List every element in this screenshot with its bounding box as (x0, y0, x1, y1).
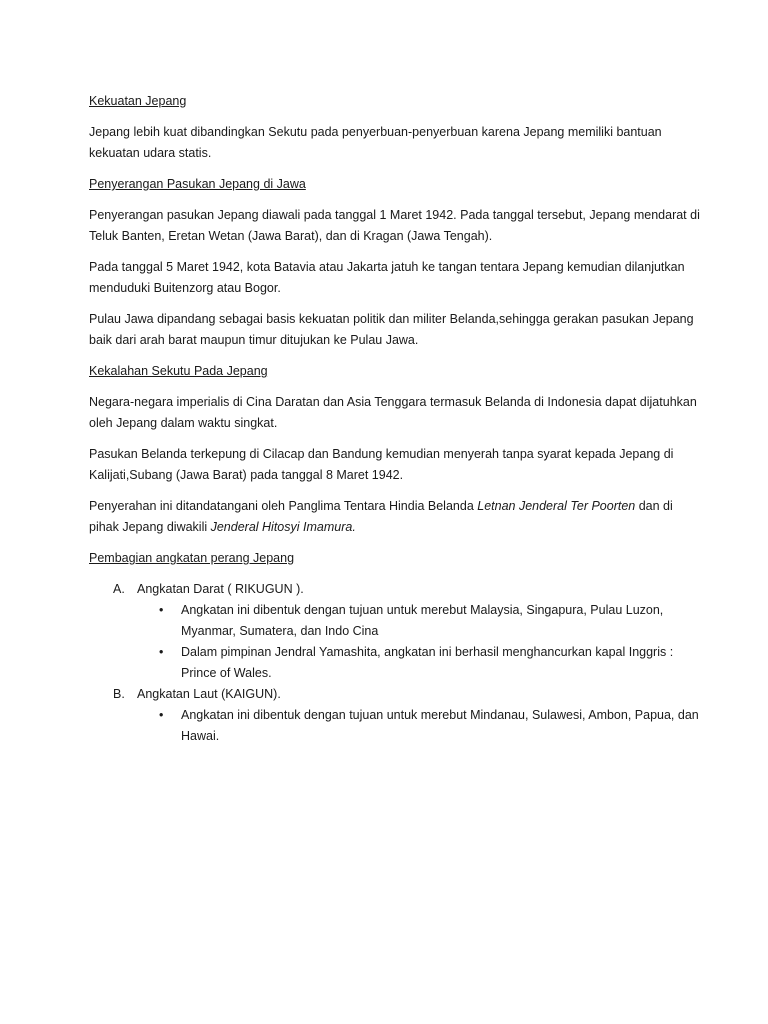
bullet-list (125, 705, 701, 747)
bullet-text: Angkatan ini dibentuk dengan tujuan untuk merebut Mindanau, Sulawesi, Ambon, Papua, dan Hawai. (181, 708, 699, 743)
bullet-item (125, 642, 701, 684)
bullet-item (125, 705, 701, 747)
document-body (89, 91, 701, 747)
heading-pembagian-angkatan: Pembagian angkatan perang Jepang (89, 551, 295, 565)
bullet-item (125, 600, 701, 642)
italic-name: Jenderal Hitosyi Imamura. (210, 520, 356, 534)
bullet-icon: • (159, 708, 164, 722)
heading-penyerangan-jawa: Penyerangan Pasukan Jepang di Jawa (89, 177, 306, 191)
text-run: Penyerahan ini ditandatangani oleh Panglima Tentara Hindia Belanda (89, 499, 478, 513)
list-item (89, 684, 701, 747)
list-marker: A. (113, 582, 125, 596)
bullet-text: Dalam pimpinan Jendral Yamashita, angkatan ini berhasil menghancurkan kapal Inggris : Prince of Wales. (181, 645, 674, 680)
heading-kekalahan-sekutu: Kekalahan Sekutu Pada Jepang (89, 364, 268, 378)
italic-name: Letnan Jenderal Ter Poorten (477, 499, 636, 513)
paragraph (89, 496, 701, 538)
list-item (89, 579, 701, 684)
bullet-text: Angkatan ini dibentuk dengan tujuan untuk merebut Malaysia, Singapura, Pulau Luzon, Myanmar, Sumatera, dan Indo Cina (181, 603, 664, 638)
bullet-icon: • (159, 645, 164, 659)
list-item-label: Angkatan Laut (KAIGUN). (137, 687, 281, 701)
paragraph: Pasukan Belanda terkepung di Cilacap dan Bandung kemudian menyerah tanpa syarat kepada Jepang di Kalijati,Subang (Jawa Barat) pada tanggal 8 Maret 1942. (89, 447, 674, 482)
paragraph: Jepang lebih kuat dibandingkan Sekutu pada penyerbuan-penyerbuan karena Jepang memiliki bantuan kekuatan udara statis. (89, 125, 662, 160)
paragraph: Pada tanggal 5 Maret 1942, kota Batavia atau Jakarta jatuh ke tangan tentara Jepang kemudian dilanjutkan menduduki Buitenzorg atau Bogor. (89, 260, 685, 295)
paragraph: Negara-negara imperialis di Cina Daratan dan Asia Tenggara termasuk Belanda di Indonesia dapat dijatuhkan oleh Jepang dalam waktu singkat. (89, 395, 697, 430)
list-marker: B. (113, 687, 125, 701)
bullet-icon: • (159, 603, 164, 617)
list-item-label: Angkatan Darat ( RIKUGUN ). (137, 582, 304, 596)
bullet-list (125, 600, 701, 684)
paragraph: Pulau Jawa dipandang sebagai basis kekuatan politik dan militer Belanda,sehingga gerakan pasukan Jepang baik dari arah barat maupun timur ditujukan ke Pulau Jawa. (89, 312, 694, 347)
heading-kekuatan-jepang: Kekuatan Jepang (89, 94, 187, 108)
text-run: dan di pihak Jepang diwakili (89, 499, 673, 534)
paragraph: Penyerangan pasukan Jepang diawali pada tanggal 1 Maret 1942. Pada tanggal tersebut, Jepang mendarat di Teluk Banten, Eretan Wetan (Jawa Barat), dan di Kragan (Jawa Tengah). (89, 208, 700, 243)
angkatan-list (89, 579, 701, 747)
